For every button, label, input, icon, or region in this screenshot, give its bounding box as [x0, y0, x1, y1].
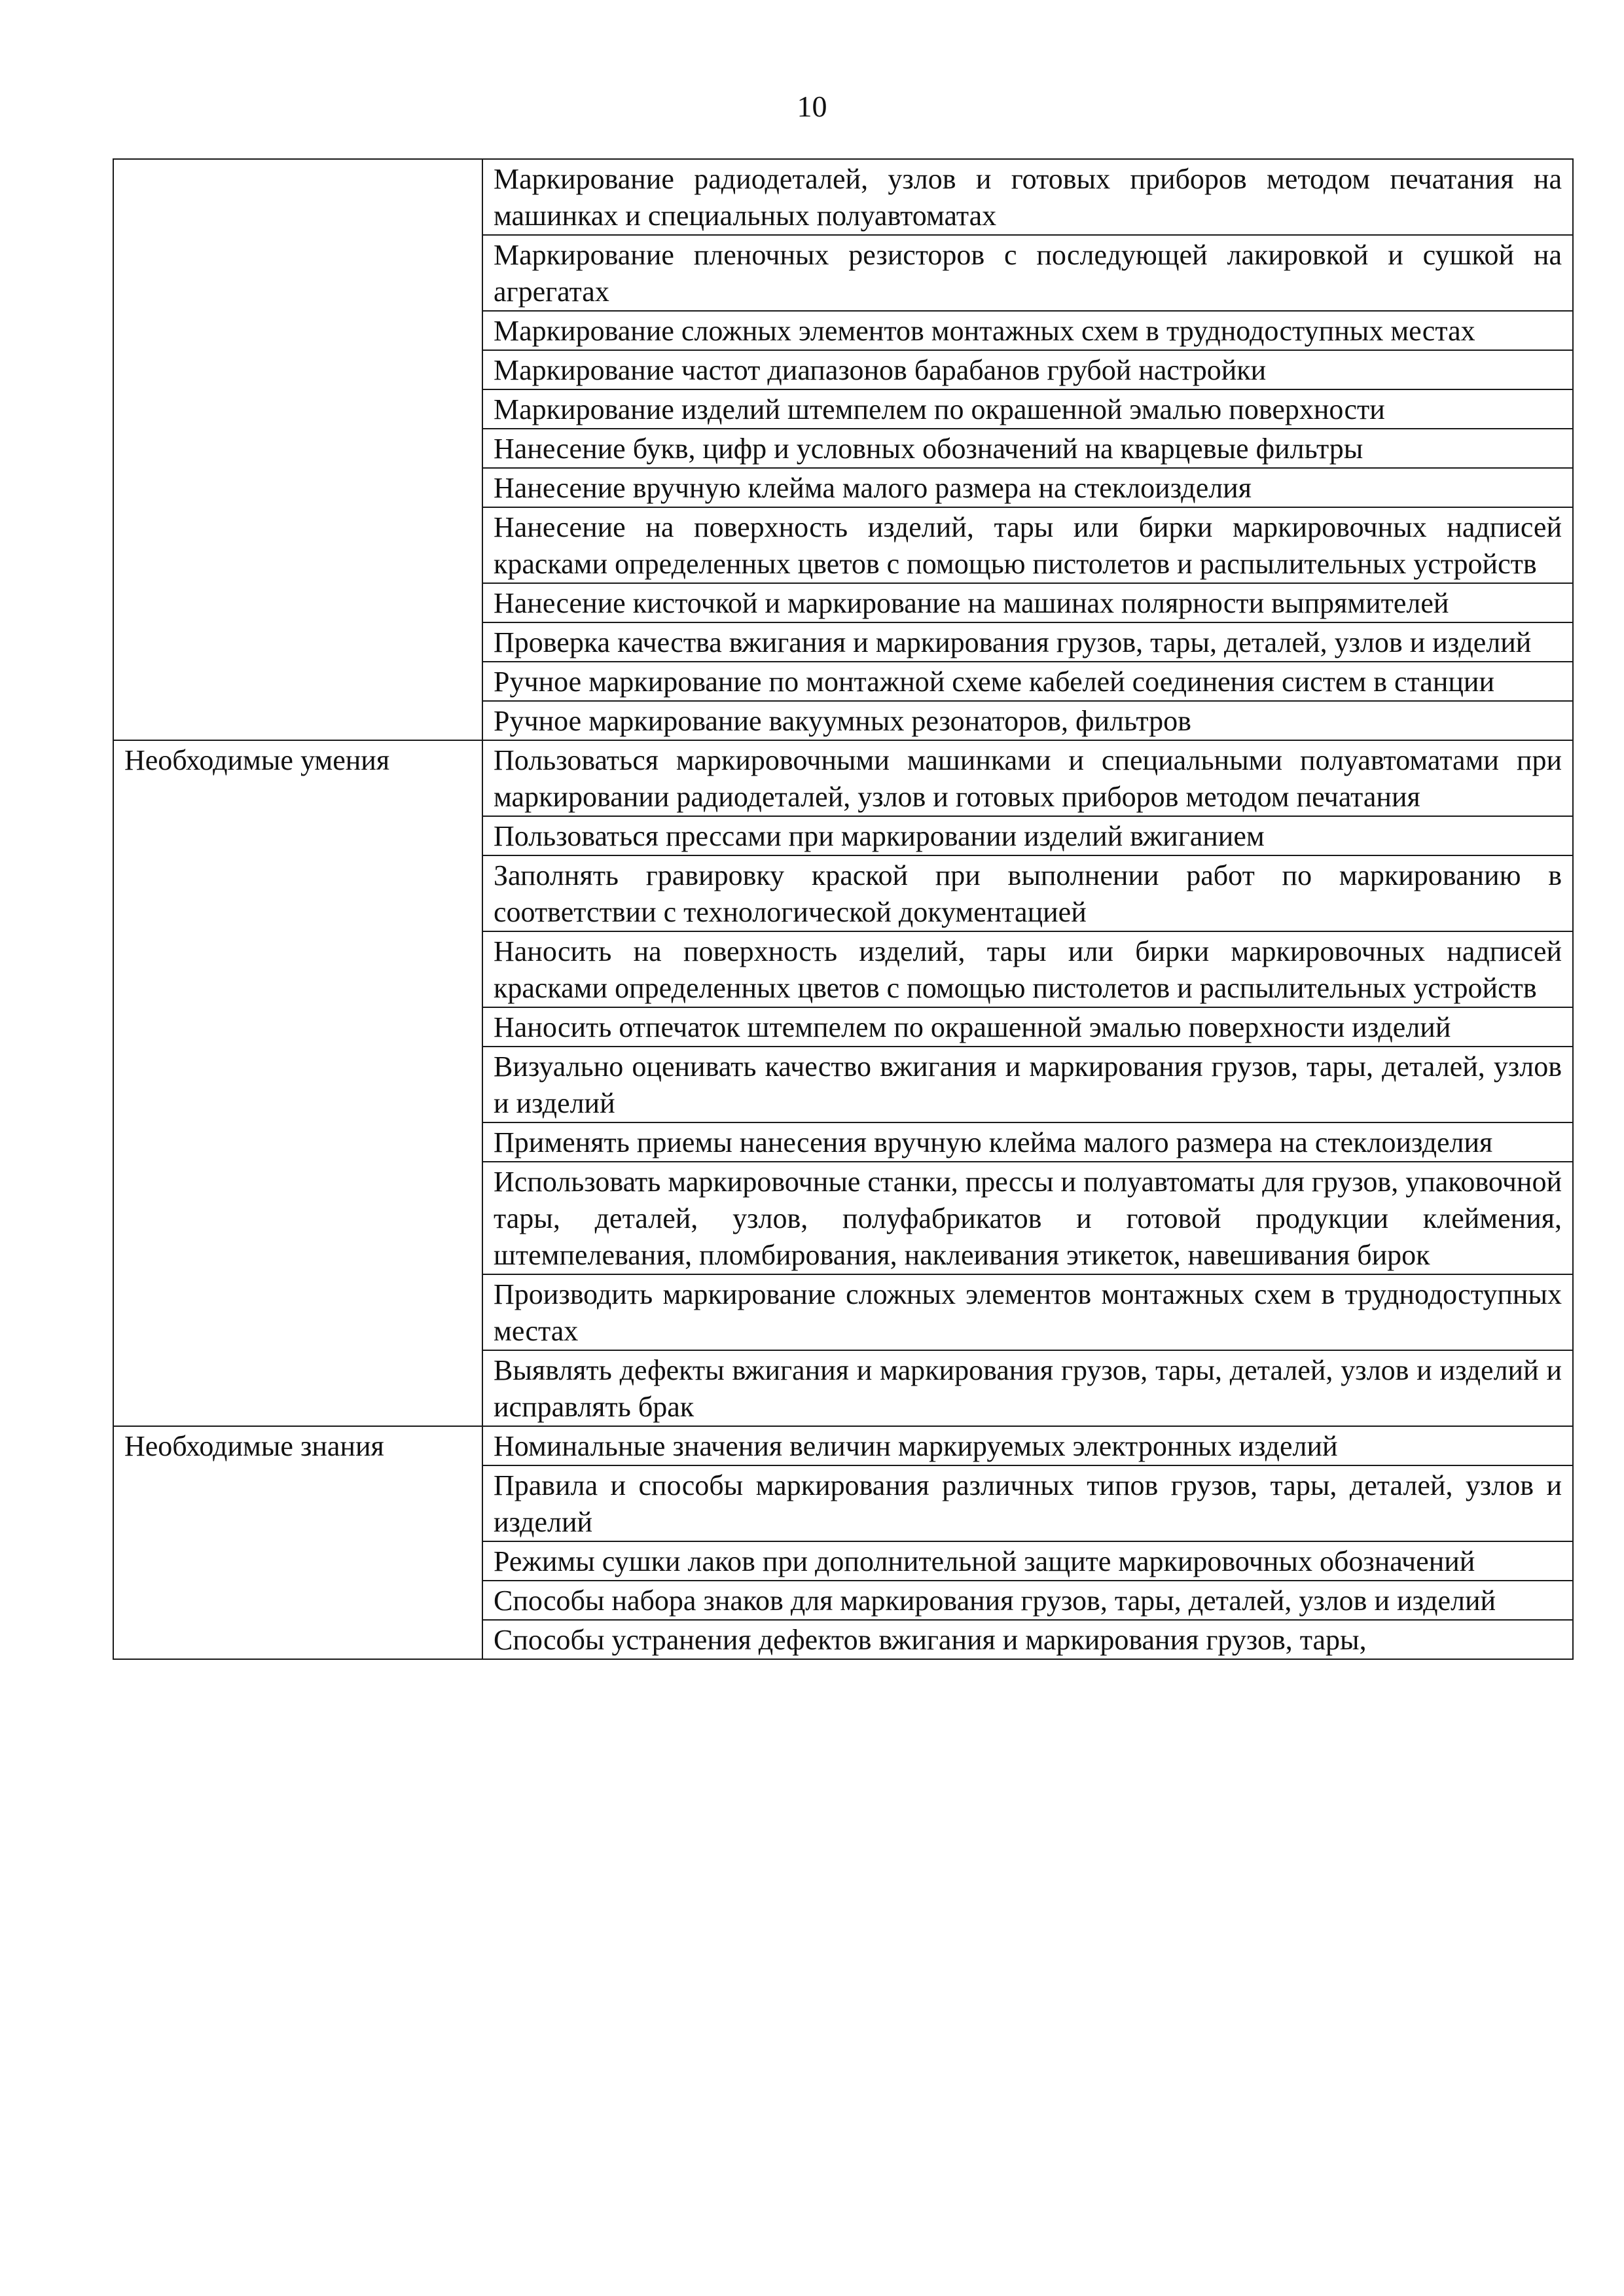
table-body [113, 159, 1573, 1659]
item-cell: Использовать маркировочные станки, прессы и полуавтоматы для грузов, упаковочной тары, деталей, узлов, полуфабрикатов и готовой продукции клеймения, штемпелевания, пломбирования, наклеивания этикеток, навешивания бирок [482, 1162, 1573, 1274]
item-cell: Ручное маркирование вакуумных резонаторов, фильтров [482, 701, 1573, 740]
item-cell: Маркирование пленочных резисторов с последующей лакировкой и сушкой на агрегатах [482, 235, 1573, 311]
item-cell: Производить маркирование сложных элементов монтажных схем в труднодоступных местах [482, 1274, 1573, 1350]
item-cell: Правила и способы маркирования различных типов грузов, тары, деталей, узлов и изделий [482, 1465, 1573, 1541]
item-cell: Пользоваться прессами при маркировании изделий вжиганием [482, 816, 1573, 855]
section-label: Необходимые знания [113, 1426, 482, 1659]
item-cell: Способы устранения дефектов вжигания и маркирования грузов, тары, [482, 1620, 1573, 1659]
item-cell: Нанесение вручную клейма малого размера на стеклоизделия [482, 468, 1573, 507]
table-row [113, 1426, 1573, 1465]
requirements-table [113, 158, 1574, 1660]
section-label [113, 159, 482, 740]
item-cell: Наносить отпечаток штемпелем по окрашенной эмалью поверхности изделий [482, 1007, 1573, 1047]
item-cell: Нанесение кисточкой и маркирование на машинах полярности выпрямителей [482, 583, 1573, 622]
item-cell: Выявлять дефекты вжигания и маркирования грузов, тары, деталей, узлов и изделий и исправлять брак [482, 1350, 1573, 1426]
item-cell: Визуально оценивать качество вжигания и маркирования грузов, тары, деталей, узлов и изделий [482, 1047, 1573, 1122]
table-row [113, 159, 1573, 235]
item-cell: Пользоваться маркировочными машинками и специальными полуавтоматами при маркировании радиодеталей, узлов и готовых приборов методом печатания [482, 740, 1573, 816]
item-cell: Проверка качества вжигания и маркирования грузов, тары, деталей, узлов и изделий [482, 622, 1573, 662]
item-cell: Маркирование сложных элементов монтажных схем в труднодоступных местах [482, 311, 1573, 350]
item-cell: Наносить на поверхность изделий, тары или бирки маркировочных надписей красками определенных цветов с помощью пистолетов и распылительных устройств [482, 931, 1573, 1007]
item-cell: Заполнять гравировку краской при выполнении работ по маркированию в соответствии с технологической документацией [482, 855, 1573, 931]
page-number: 10 [797, 90, 827, 123]
item-cell: Способы набора знаков для маркирования грузов, тары, деталей, узлов и изделий [482, 1581, 1573, 1620]
item-cell: Нанесение букв, цифр и условных обозначений на кварцевые фильтры [482, 429, 1573, 468]
item-cell: Маркирование частот диапазонов барабанов грубой настройки [482, 350, 1573, 389]
section-label: Необходимые умения [113, 740, 482, 1426]
item-cell: Применять приемы нанесения вручную клейма малого размера на стеклоизделия [482, 1122, 1573, 1162]
item-cell: Ручное маркирование по монтажной схеме кабелей соединения систем в станции [482, 662, 1573, 701]
item-cell: Нанесение на поверхность изделий, тары или бирки маркировочных надписей красками определенных цветов с помощью пистолетов и распылительных устройств [482, 507, 1573, 583]
item-cell: Маркирование радиодеталей, узлов и готовых приборов методом печатания на машинках и специальных полуавтоматах [482, 159, 1573, 235]
table-row [113, 740, 1573, 816]
item-cell: Маркирование изделий штемпелем по окрашенной эмалью поверхности [482, 389, 1573, 429]
item-cell: Номинальные значения величин маркируемых электронных изделий [482, 1426, 1573, 1465]
item-cell: Режимы сушки лаков при дополнительной защите маркировочных обозначений [482, 1541, 1573, 1581]
